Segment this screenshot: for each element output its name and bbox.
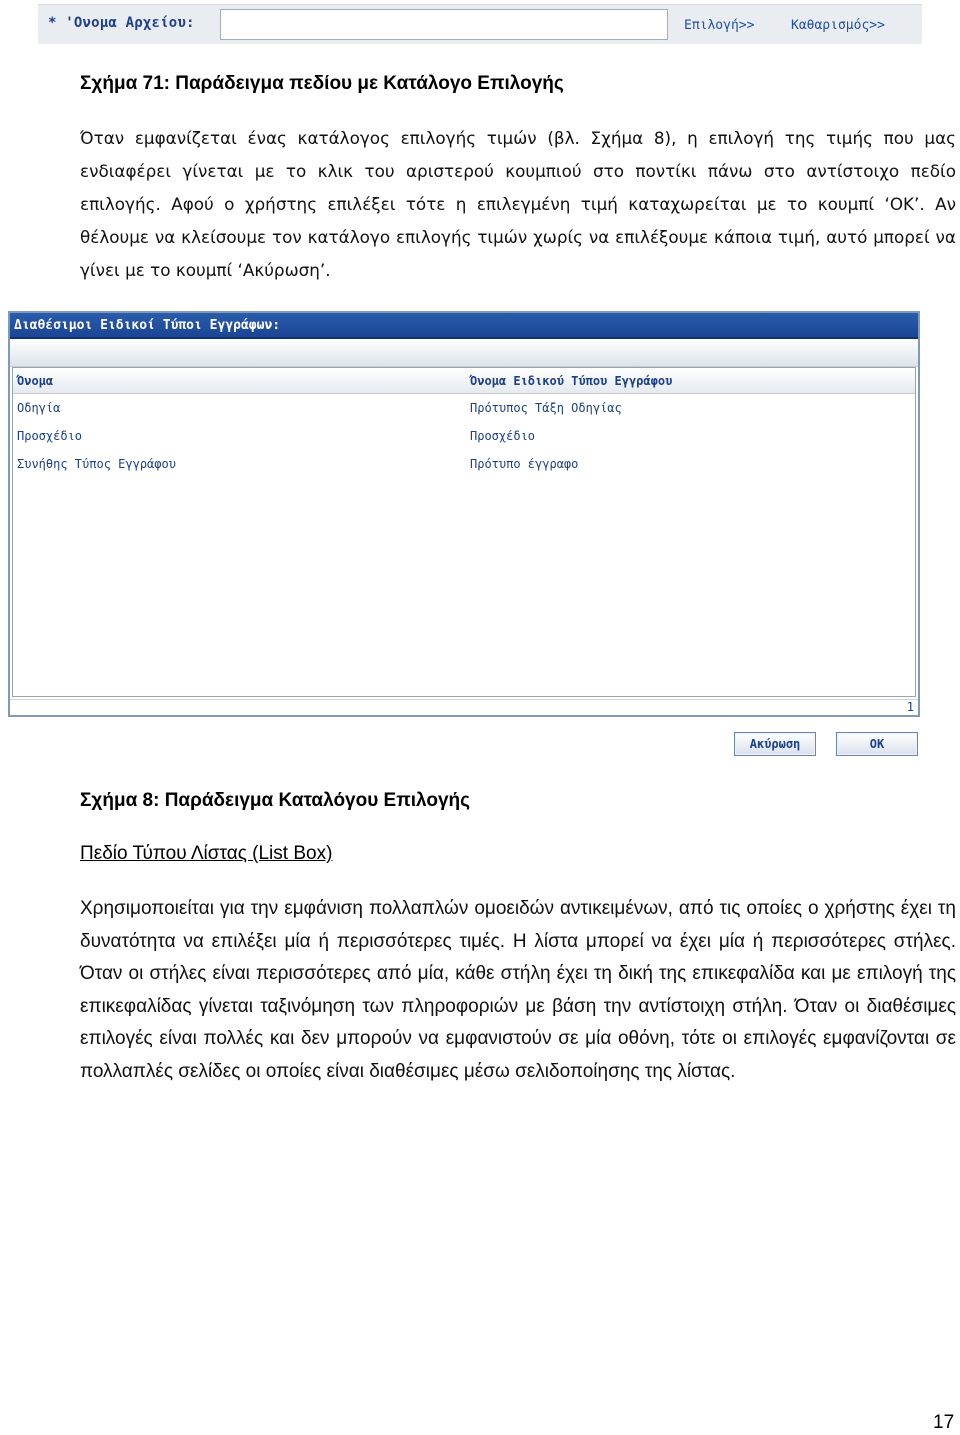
select-link[interactable]: Επιλογή>> [684,18,755,33]
file-name-input[interactable] [220,9,668,40]
ok-button[interactable]: ΟΚ [836,732,918,756]
row-name-cell: Συνήθης Τύπος Εγγράφου [17,457,176,471]
figure-caption-8: Σχήμα 8: Παράδειγμα Καταλόγου Επιλογής [80,790,471,811]
pagination-bar [10,699,918,715]
column-header-name[interactable]: Όνομα [17,374,54,388]
list-box-subheading: Πεδίο Τύπου Λίστας (List Box) [80,843,333,864]
file-name-field-row [38,4,922,44]
table-row[interactable] [13,422,915,450]
row-name-cell: Προσχέδιο [17,429,83,443]
clear-link[interactable]: Καθαρισμός>> [791,18,885,33]
file-name-label: * 'Ονομα Αρχείου: [48,15,195,31]
row-type-cell: Πρότυπος Τάξη Οδηγίας [470,401,622,415]
dialog-title-bar [10,313,918,339]
paragraph-selection-list: Όταν εμφανίζεται ένας κατάλογος επιλογής τιμών (βλ. Σχήμα 8), η επιλογή της τιμής που μας ενδιαφέρει γίνεται με το κλικ του αριστερού κουμπιού στο ποντίκι πάνω στο αντίστοιχο πεδίο επιλογής. Αφού ο χρήστης επιλέξει τότε η επιλεγμένη τιμή καταχωρείται με το κουμπί ‘ΟΚ’. Αν θέλουμε να κλείσουμε τον κατάλογο επιλογής τιμών χωρίς να επιλέξουμε κάποια τιμή, αυτό μπορεί να γίνει με το κουμπί ‘Ακύρωση’. [80,128,956,280]
table-header [13,368,915,394]
column-header-special-type-name[interactable]: Όνομα Ειδικού Τύπου Εγγράφου [470,374,673,388]
row-type-cell: Προσχέδιο [470,429,536,443]
table-row[interactable] [13,450,915,478]
dialog-toolbar-band [10,339,918,367]
table-row[interactable] [13,394,915,422]
selection-list-dialog [8,311,920,717]
cancel-button[interactable]: Ακύρωση [734,732,816,756]
figure-caption-71: Σχήμα 71: Παράδειγμα πεδίου με Κατάλογο Επιλογής [80,73,564,94]
dialog-title: Διαθέσιμοι Ειδικοί Τύποι Εγγράφων: [14,318,281,333]
row-type-cell: Πρότυπο έγγραφο [470,457,579,471]
page-link-1[interactable]: 1 [906,700,914,714]
selection-table [12,367,916,697]
row-name-cell: Οδηγία [17,401,61,415]
page-number: 17 [933,1412,955,1433]
paragraph-list-box: Χρησιμοποιείται για την εμφάνιση πολλαπλών ομοειδών αντικειμένων, από τις οποίες ο χρήστης έχει τη δυνατότητα να επιλέξει μία ή περισσότερες τιμές. Η λίστα μπορεί να έχει μία ή περισσότερες στήλες. Όταν οι στήλες είναι περισσότερες από μία, κάθε στήλη έχει τη δική της επικεφαλίδα και με επιλογή της επικεφαλίδας γίνεται ταξινόμηση των πληροφοριών με βάση την αντίστοιχη στήλη. Όταν οι διαθέσιμες επιλογές είναι πολλές και δεν μπορούν να εμφανιστούν σε μία οθόνη, τότε οι επιλογές εμφανίζονται σε πολλαπλές σελίδες οι οποίες είναι διαθέσιμες μέσω σελιδοποίησης της λίστας. [80,898,956,1082]
